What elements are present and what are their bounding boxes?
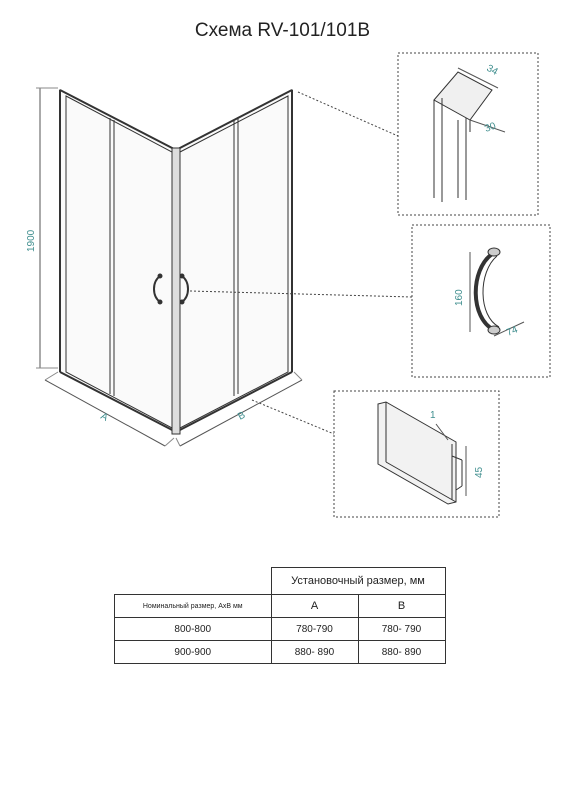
side-b-label: B [236, 409, 248, 423]
size-cell: 800-800 [115, 618, 272, 641]
spec-table [114, 567, 446, 664]
side-a-label: A [98, 410, 110, 424]
page-title: Схема RV-101/101B [194, 20, 371, 41]
profile-width-label: 34 [484, 62, 500, 78]
panel-b [176, 90, 292, 432]
b-cell: 880- 890 [358, 641, 445, 664]
handle-height-label: 160 [454, 289, 465, 306]
col-b-header: B [358, 595, 445, 618]
seal-detail [334, 391, 499, 517]
corner-post [172, 148, 180, 434]
height-dimension [36, 88, 58, 368]
b-cell: 780- 790 [358, 618, 445, 641]
profile-detail [398, 53, 538, 215]
table-row [115, 641, 446, 664]
handle-detail [412, 225, 550, 377]
profile-depth-label: 30 [483, 120, 498, 135]
nominal-size-header: Номинальный размер, АхВ мм [115, 595, 272, 618]
a-cell: 880- 890 [271, 641, 358, 664]
handle-depth-label: 74 [505, 324, 520, 339]
table-row [115, 618, 446, 641]
col-a-header: A [271, 595, 358, 618]
panel-a [60, 90, 176, 432]
height-label: 1900 [26, 229, 37, 252]
installation-size-header: Установочный размер, мм [271, 568, 445, 595]
a-cell: 780-790 [271, 618, 358, 641]
size-cell: 900-900 [115, 641, 272, 664]
seal-height-label: 45 [474, 466, 485, 478]
seal-gap-label: 1 [430, 410, 436, 421]
